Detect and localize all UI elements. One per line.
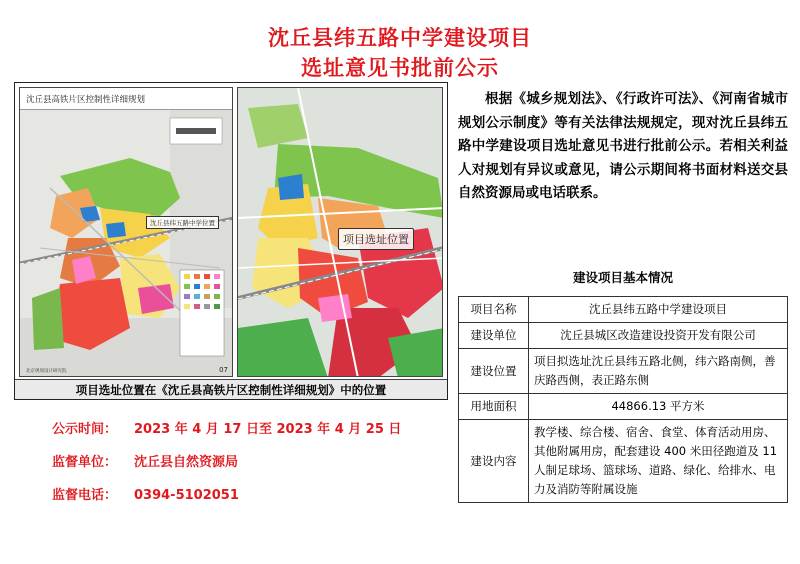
supervising-unit-label: 监督单位： [52, 455, 118, 470]
publicity-time-value: 2023 年 4 月 17 日至 2023 年 4 月 25 日 [134, 422, 402, 437]
row-value: 沈丘县城区改造建设投资开发有限公司 [529, 323, 788, 349]
land-use-map-graphic [20, 88, 233, 377]
table-row [459, 394, 788, 420]
figure-caption: 项目选址位置在《沈丘县高铁片区控制性详细规划》中的位置 [15, 379, 447, 399]
supervising-phone-value: 0394-5102051 [134, 488, 239, 503]
row-value: 项目拟选址沈丘县纬五路北侧，纬六路南侧，善庆路西侧，表正路东侧 [529, 349, 788, 394]
supervising-unit-value: 沈丘县自然资源局 [134, 455, 239, 470]
row-value: 44866.13 平方米 [529, 394, 788, 420]
supervising-phone-label: 监督电话： [52, 488, 118, 503]
table-row [459, 297, 788, 323]
row-key: 建设位置 [459, 349, 529, 394]
map-title: 沈丘县高铁片区控制性详细规划 [26, 95, 146, 105]
page-subtitle: 选址意见书批前公示 [301, 56, 499, 80]
notice-paragraph: 根据《城乡规划法》、《行政许可法》、《河南省城市规划公示制度》等有关法律法规规定，现对沈丘县纬五路中学建设项目选址意见书进行批前公示。若相关利益人对规划有异议或意见，请公示期间将书面材料送交县自然资源局或电话联系。 [458, 91, 788, 201]
map-title-bar [20, 88, 232, 110]
publicity-time-label: 公示时间： [52, 422, 118, 437]
row-key: 建设单位 [459, 323, 529, 349]
row-value: 教学楼、综合楼、宿舍、食堂、体育活动用房、其他附属用房，配套建设 400 米田径跑道及 11 人制足球场、篮球场、道路、绿化、给排水、电力及消防等附属设施 [529, 420, 788, 503]
detail-map [237, 87, 443, 377]
school-location-label: 沈丘县纬五路中学位置 [146, 216, 219, 229]
supervising-phone [52, 484, 239, 503]
row-key: 建设内容 [459, 420, 529, 503]
regulatory-plan-map [19, 87, 233, 377]
publicity-time [52, 418, 401, 437]
table-row [459, 349, 788, 394]
location-map-figure [14, 82, 448, 400]
row-key: 用地面积 [459, 394, 529, 420]
project-site-label: 项目选址位置 [338, 228, 414, 250]
row-value: 沈丘县纬五路中学建设项目 [529, 297, 788, 323]
map-org-label: 北京规划设计研究院 [26, 369, 67, 374]
project-info-table [458, 296, 788, 503]
info-heading: 建设项目基本情况 [572, 270, 673, 285]
table-row [459, 420, 788, 503]
page-title: 沈丘县纬五路中学建设项目 [268, 26, 532, 50]
row-key: 项目名称 [459, 297, 529, 323]
supervising-unit [52, 451, 238, 470]
table-row [459, 323, 788, 349]
map-page-number: 07 [219, 366, 228, 374]
